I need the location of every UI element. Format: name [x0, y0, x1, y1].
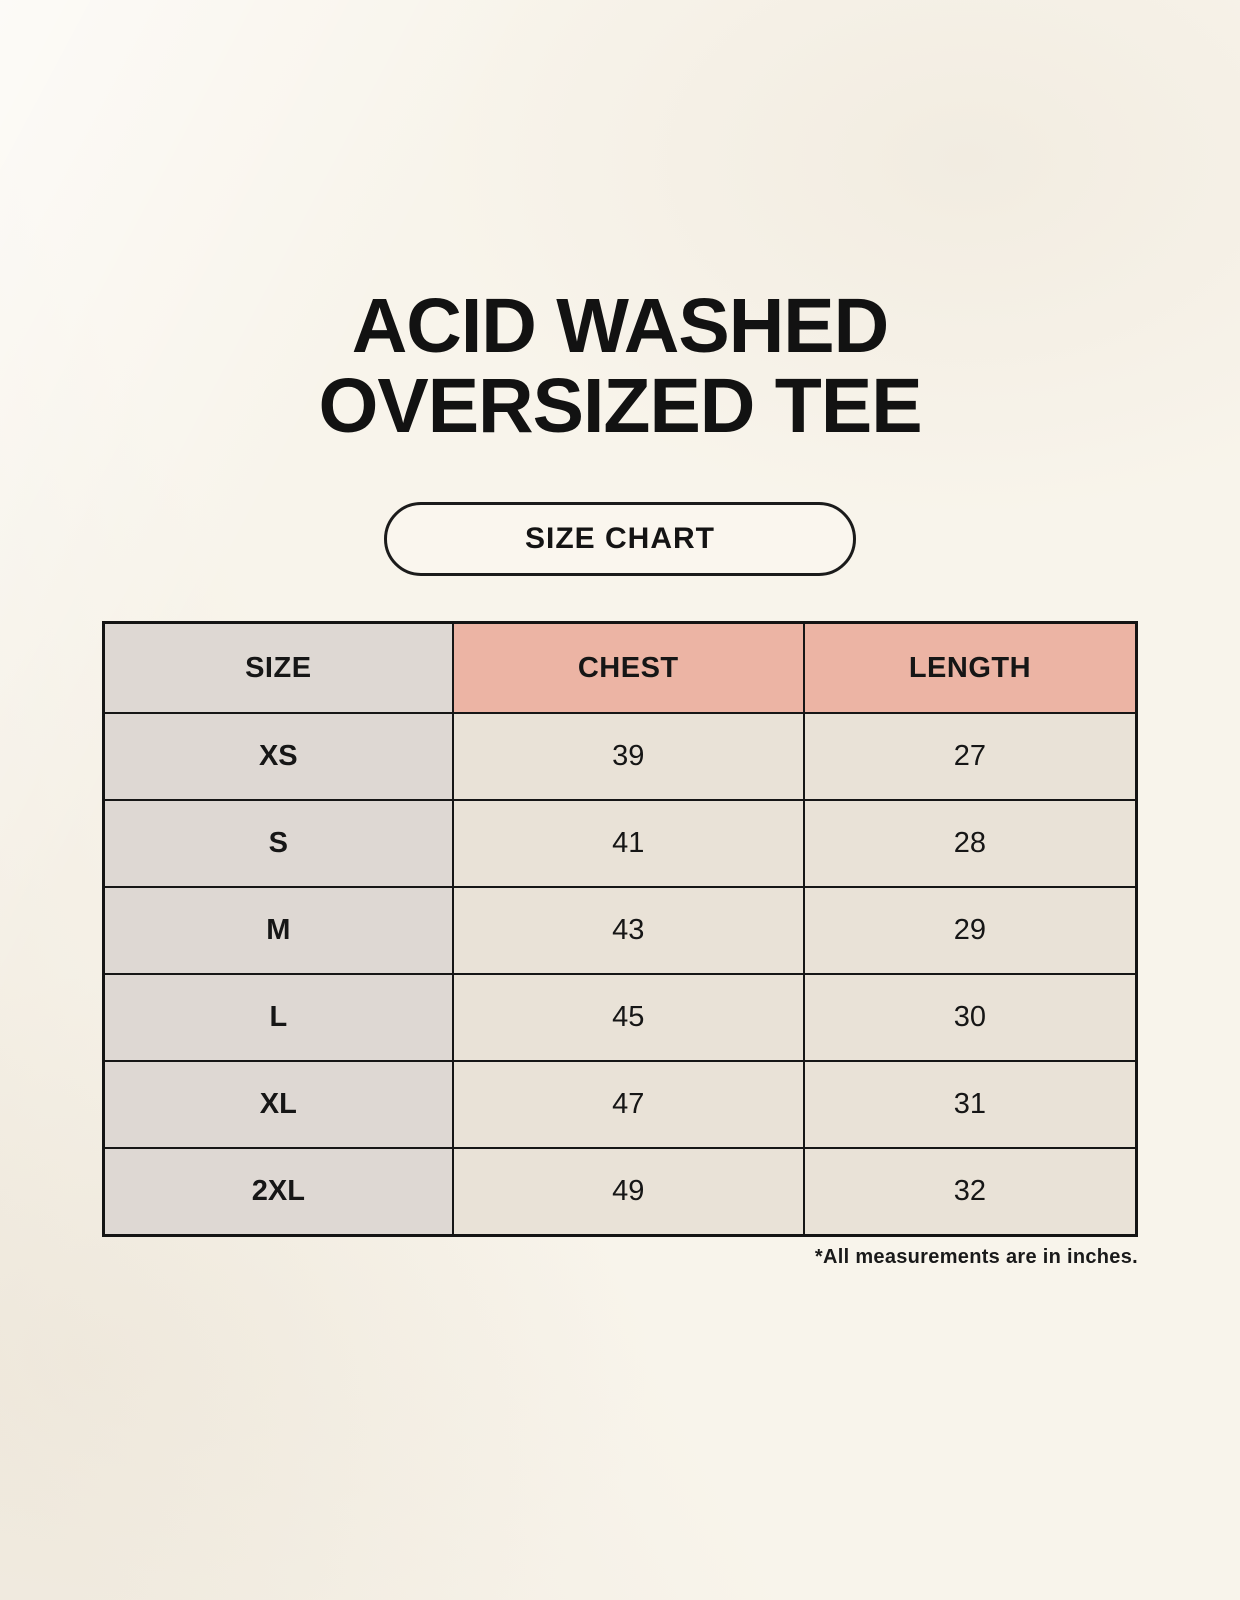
length-cell: 27 [804, 713, 1137, 800]
size-cell: L [104, 974, 453, 1061]
length-cell: 28 [804, 800, 1137, 887]
page-title-line2: OVERSIZED TEE [318, 363, 922, 450]
measurements-footnote: *All measurements are in inches. [814, 1246, 1138, 1269]
size-cell: XL [104, 1061, 453, 1148]
length-cell: 30 [804, 974, 1137, 1061]
page-title [318, 283, 922, 450]
length-cell: 31 [804, 1061, 1137, 1148]
table-row [104, 974, 1137, 1061]
size-table-container [102, 621, 1138, 1237]
chest-cell: 49 [453, 1148, 804, 1236]
size-cell: S [104, 800, 453, 887]
table-row [104, 1061, 1137, 1148]
column-header-size: SIZE [104, 623, 453, 714]
size-chart-button-label: SIZE CHART [525, 522, 715, 556]
table-row [104, 800, 1137, 887]
page-title-line1: ACID WASHED [351, 283, 889, 369]
table-row [104, 713, 1137, 800]
chest-cell: 47 [453, 1061, 804, 1148]
size-cell: M [104, 887, 453, 974]
chest-cell: 45 [453, 974, 804, 1061]
table-row [104, 1148, 1137, 1236]
size-table [102, 621, 1138, 1237]
size-cell: XS [104, 713, 453, 800]
chest-cell: 39 [453, 713, 804, 800]
column-header-length: LENGTH [804, 623, 1137, 714]
chest-cell: 43 [453, 887, 804, 974]
chest-cell: 41 [453, 800, 804, 887]
table-row [104, 887, 1137, 974]
length-cell: 29 [804, 887, 1137, 974]
size-cell: 2XL [104, 1148, 453, 1236]
size-chart-button[interactable] [384, 502, 856, 576]
table-header-row [104, 623, 1137, 714]
column-header-chest: CHEST [453, 623, 804, 714]
length-cell: 32 [804, 1148, 1137, 1236]
